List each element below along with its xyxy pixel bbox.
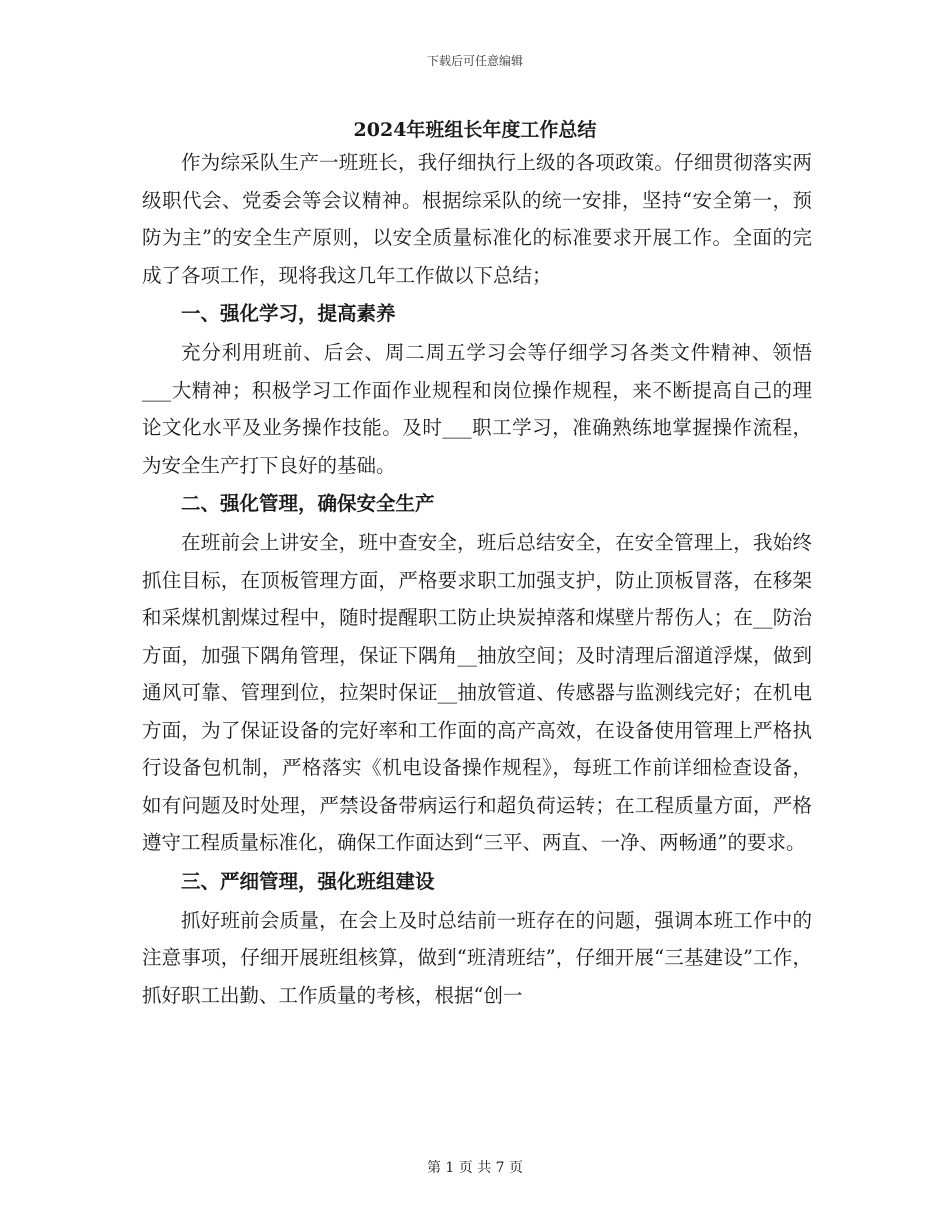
document-title: 2024年班组长年度工作总结 xyxy=(353,119,597,141)
section-heading-3: 三、严细管理，强化班组建设 xyxy=(181,869,435,893)
intro-paragraph: 作为综采队生产一班班长，我仔细执行上级的各项政策。仔细贯彻落实两级职代会、党委会等会议精神。根据综采队的统一安排，坚持“安全第一，预防为主”的安全生产原则，以安全质量标准化的标准要求开展工作。全面的完成了各项工作，现将我这几年工作做以下总结； xyxy=(142,151,812,287)
page-number: 第 1 页 共 7 页 xyxy=(426,1160,524,1176)
section-body-1: 充分利用班前、后会、周二周五学习会等仔细学习各类文件精神、领悟___大精神；积极学习工作面作业规程和岗位操作规程，来不断提高自己的理论文化水平及业务操作技能。及时___职工学习，准确熟练地掌握操作流程，为安全生产打下良好的基础。 xyxy=(142,341,812,477)
section-body-2: 在班前会上讲安全，班中查安全，班后总结安全，在安全管理上，我始终抓住目标，在顶板管理方面，严格要求职工加强支护，防止顶板冒落，在移架和采煤机割煤过程中，随时提醒职工防止块炭掉落和煤壁片帮伤人；在__防治方面，加强下隅角管理，保证下隅角__抽放空间；及时清理后溜道浮煤，做到通风可靠、管理到位，拉架时保证__抽放管道、传感器与监测线完好；在机电方面，为了保证设备的完好率和工作面的高产高效，在设备使用管理上严格执行设备包机制，严格落实《机电设备操作规程》，每班工作前详细检查设备，如有问题及时处理，严禁设备带病运行和超负荷运转；在工程质量方面，严格遵守工程质量标准化，确保工作面达到“三平、两直、一净、两畅通”的要求。 xyxy=(142,531,812,854)
section-heading-2: 二、强化管理，确保安全生产 xyxy=(181,492,435,515)
document-body xyxy=(142,144,812,1014)
page-header-note: 下载后可任意编辑 xyxy=(426,54,523,68)
section-body-3: 抓好班前会质量，在会上及时总结前一班存在的问题，强调本班工作中的注意事项，仔细开展班组核算，做到“班清班结”，仔细开展“三基建设”工作，抓好职工出勤、工作质量的考核，根据“创一 xyxy=(142,908,812,1007)
section-heading-1: 一、强化学习，提高素养 xyxy=(181,302,396,325)
